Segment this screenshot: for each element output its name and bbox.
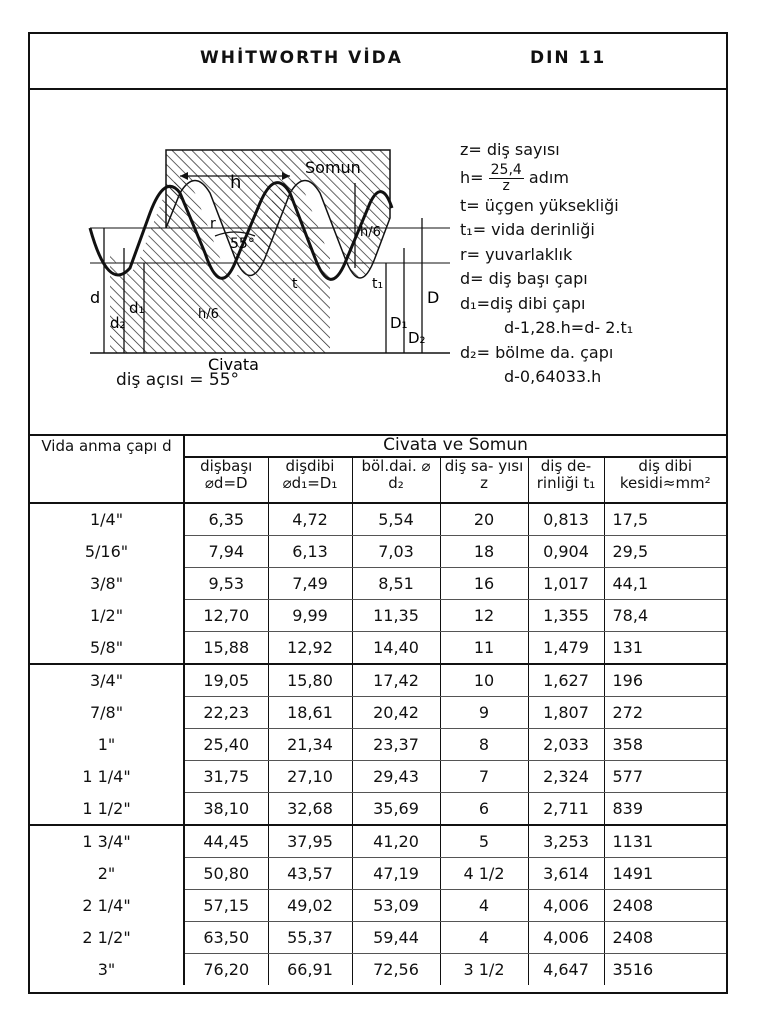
size-cell: 3/8"	[30, 568, 184, 600]
value-cell: 8,51	[352, 568, 440, 600]
value-cell: 7,49	[268, 568, 352, 600]
value-cell: 55,37	[268, 922, 352, 954]
value-cell: 12	[440, 600, 528, 632]
value-cell: 577	[604, 761, 726, 793]
pitch-label: h	[230, 172, 242, 193]
value-cell: 38,10	[184, 793, 268, 826]
value-cell: 3 1/2	[440, 954, 528, 986]
value-cell: 41,20	[352, 825, 440, 858]
spec-sheet	[28, 32, 728, 994]
value-cell: 50,80	[184, 858, 268, 890]
value-cell: 15,80	[268, 664, 352, 697]
size-cell: 3"	[30, 954, 184, 986]
table-row	[30, 664, 726, 697]
table-row	[30, 922, 726, 954]
size-cell: 2"	[30, 858, 184, 890]
col-header: diş sa- yısı z	[440, 457, 528, 503]
value-cell: 5	[440, 825, 528, 858]
size-cell: 1 1/4"	[30, 761, 184, 793]
size-cell: 1 3/4"	[30, 825, 184, 858]
legend-d: d= diş başı çapı	[460, 269, 588, 288]
size-cell: 1 1/2"	[30, 793, 184, 826]
value-cell: 43,57	[268, 858, 352, 890]
value-cell: 27,10	[268, 761, 352, 793]
value-cell: 7,03	[352, 536, 440, 568]
value-cell: 839	[604, 793, 726, 826]
legend-h: h= $\frac{25,4}{z}$ adım	[460, 161, 569, 194]
value-cell: 4,006	[528, 922, 604, 954]
value-cell: 1,627	[528, 664, 604, 697]
value-cell: 4 1/2	[440, 858, 528, 890]
bolt-label: Civata	[208, 355, 259, 374]
legend-z: z= diş sayısı	[460, 140, 560, 159]
value-cell: 1131	[604, 825, 726, 858]
value-cell: 14,40	[352, 632, 440, 665]
col-header: diş dibi kesidi≈mm²	[604, 457, 726, 503]
size-cell: 5/16"	[30, 536, 184, 568]
size-cell: 3/4"	[30, 664, 184, 697]
table-row	[30, 536, 726, 568]
value-cell: 44,45	[184, 825, 268, 858]
d1-label: d₁	[129, 299, 145, 317]
value-cell: 2408	[604, 922, 726, 954]
value-cell: 9,53	[184, 568, 268, 600]
D1-label: D₁	[390, 314, 408, 332]
value-cell: 4,72	[268, 503, 352, 536]
size-cell: 2 1/2"	[30, 922, 184, 954]
value-cell: 20,42	[352, 697, 440, 729]
value-cell: 2,324	[528, 761, 604, 793]
value-cell: 4,006	[528, 890, 604, 922]
value-cell: 1,017	[528, 568, 604, 600]
d2-label: d₂	[110, 314, 126, 332]
t1-label: t₁	[372, 276, 384, 292]
value-cell: 18	[440, 536, 528, 568]
value-cell: 11	[440, 632, 528, 665]
value-cell: 29,5	[604, 536, 726, 568]
col-header-size: Vida anma çapı d	[30, 434, 184, 503]
value-cell: 196	[604, 664, 726, 697]
value-cell: 57,15	[184, 890, 268, 922]
table-row	[30, 954, 726, 986]
value-cell: 6,35	[184, 503, 268, 536]
value-cell: 358	[604, 729, 726, 761]
t-label: t	[292, 276, 298, 292]
value-cell: 72,56	[352, 954, 440, 986]
value-cell: 4	[440, 922, 528, 954]
value-cell: 23,37	[352, 729, 440, 761]
standard-code: DIN 11	[530, 48, 607, 68]
value-cell: 31,75	[184, 761, 268, 793]
value-cell: 47,19	[352, 858, 440, 890]
value-cell: 272	[604, 697, 726, 729]
value-cell: 7	[440, 761, 528, 793]
angle-label: 55°	[230, 236, 255, 252]
value-cell: 22,23	[184, 697, 268, 729]
value-cell: 8	[440, 729, 528, 761]
size-cell: 1/4"	[30, 503, 184, 536]
table-row	[30, 890, 726, 922]
value-cell: 6,13	[268, 536, 352, 568]
table-row	[30, 793, 726, 826]
value-cell: 9	[440, 697, 528, 729]
legend-d1: d₁=diş dibi çapı	[460, 293, 586, 313]
value-cell: 76,20	[184, 954, 268, 986]
value-cell: 131	[604, 632, 726, 665]
value-cell: 18,61	[268, 697, 352, 729]
value-cell: 1,479	[528, 632, 604, 665]
value-cell: 2408	[604, 890, 726, 922]
table-row	[30, 632, 726, 665]
value-cell: 11,35	[352, 600, 440, 632]
d-label: d	[90, 288, 101, 307]
value-cell: 35,69	[352, 793, 440, 826]
legend-d2-formula: d-0,64033.h	[504, 367, 602, 386]
col-header: diş de- rinliği t₁	[528, 457, 604, 503]
value-cell: 0,904	[528, 536, 604, 568]
value-cell: 25,40	[184, 729, 268, 761]
D2-label: D₂	[408, 329, 426, 347]
value-cell: 21,34	[268, 729, 352, 761]
group-header: Civata ve Somun	[184, 434, 726, 457]
legend-d2: d₂= bölme da. çapı	[460, 342, 614, 362]
h6-bottom-label: h/6	[198, 307, 219, 322]
table-row	[30, 761, 726, 793]
value-cell: 3,253	[528, 825, 604, 858]
figure-area	[30, 88, 726, 436]
legend-t: t= üçgen yüksekliği	[460, 195, 619, 215]
size-cell: 2 1/4"	[30, 890, 184, 922]
value-cell: 1,355	[528, 600, 604, 632]
value-cell: 15,88	[184, 632, 268, 665]
value-cell: 2,711	[528, 793, 604, 826]
value-cell: 12,92	[268, 632, 352, 665]
value-cell: 20	[440, 503, 528, 536]
value-cell: 3516	[612, 960, 654, 979]
value-cell: 19,05	[184, 664, 268, 697]
value-cell: 63,50	[184, 922, 268, 954]
value-cell: 44,1	[604, 568, 726, 600]
value-cell: 7,94	[184, 536, 268, 568]
table-row	[30, 600, 726, 632]
value-cell: 3,614	[528, 858, 604, 890]
legend-t1: t₁= vida derinliği	[460, 220, 595, 239]
value-cell: 17,5	[604, 503, 726, 536]
thread-table	[30, 434, 726, 985]
r-label: r	[210, 216, 216, 232]
value-cell: 66,91	[268, 954, 352, 986]
size-cell: 5/8"	[30, 632, 184, 665]
value-cell: 1491	[604, 858, 726, 890]
value-cell: 4	[440, 890, 528, 922]
col-header: dişdibi ⌀d₁=D₁	[268, 457, 352, 503]
legend	[460, 138, 633, 390]
value-cell: 9,99	[268, 600, 352, 632]
title-bar	[30, 34, 726, 90]
table-row	[30, 697, 726, 729]
table-row	[30, 729, 726, 761]
table-row	[30, 858, 726, 890]
value-cell: 1,807	[528, 697, 604, 729]
value-cell: 5,54	[352, 503, 440, 536]
nut-label: Somun	[305, 158, 361, 177]
value-cell: 78,4	[604, 600, 726, 632]
value-cell: 12,70	[184, 600, 268, 632]
value-cell: 0,813	[528, 503, 604, 536]
page-title: WHİTWORTH VİDA	[200, 48, 403, 68]
size-cell: 1"	[30, 729, 184, 761]
value-cell: 29,43	[352, 761, 440, 793]
value-cell: 37,95	[268, 825, 352, 858]
col-header: dişbaşı ⌀d=D	[184, 457, 268, 503]
col-header: böl.dai. ⌀ d₂	[352, 457, 440, 503]
value-cell: 32,68	[268, 793, 352, 826]
value-cell: 16	[440, 568, 528, 600]
value-cell: 53,09	[352, 890, 440, 922]
value-cell: 49,02	[268, 890, 352, 922]
value-cell: 10	[440, 664, 528, 697]
value-cell: 6	[440, 793, 528, 826]
thread-angle-label: diş açısı = 55°	[116, 370, 240, 390]
size-cell: 1/2"	[30, 600, 184, 632]
legend-d1-formula: d-1,28.h=d- 2.t₁	[504, 318, 634, 337]
table-row	[30, 825, 726, 858]
value-cell: 17,42	[352, 664, 440, 697]
value-cell: 4,647	[528, 954, 604, 986]
legend-r: r= yuvarlaklık	[460, 244, 573, 264]
D-label: D	[427, 288, 440, 307]
value-cell: 2,033	[528, 729, 604, 761]
h6-top-label: h/6	[360, 225, 381, 240]
size-cell: 7/8"	[30, 697, 184, 729]
table-row	[30, 503, 726, 536]
value-cell: 59,44	[352, 922, 440, 954]
table-row	[30, 568, 726, 600]
